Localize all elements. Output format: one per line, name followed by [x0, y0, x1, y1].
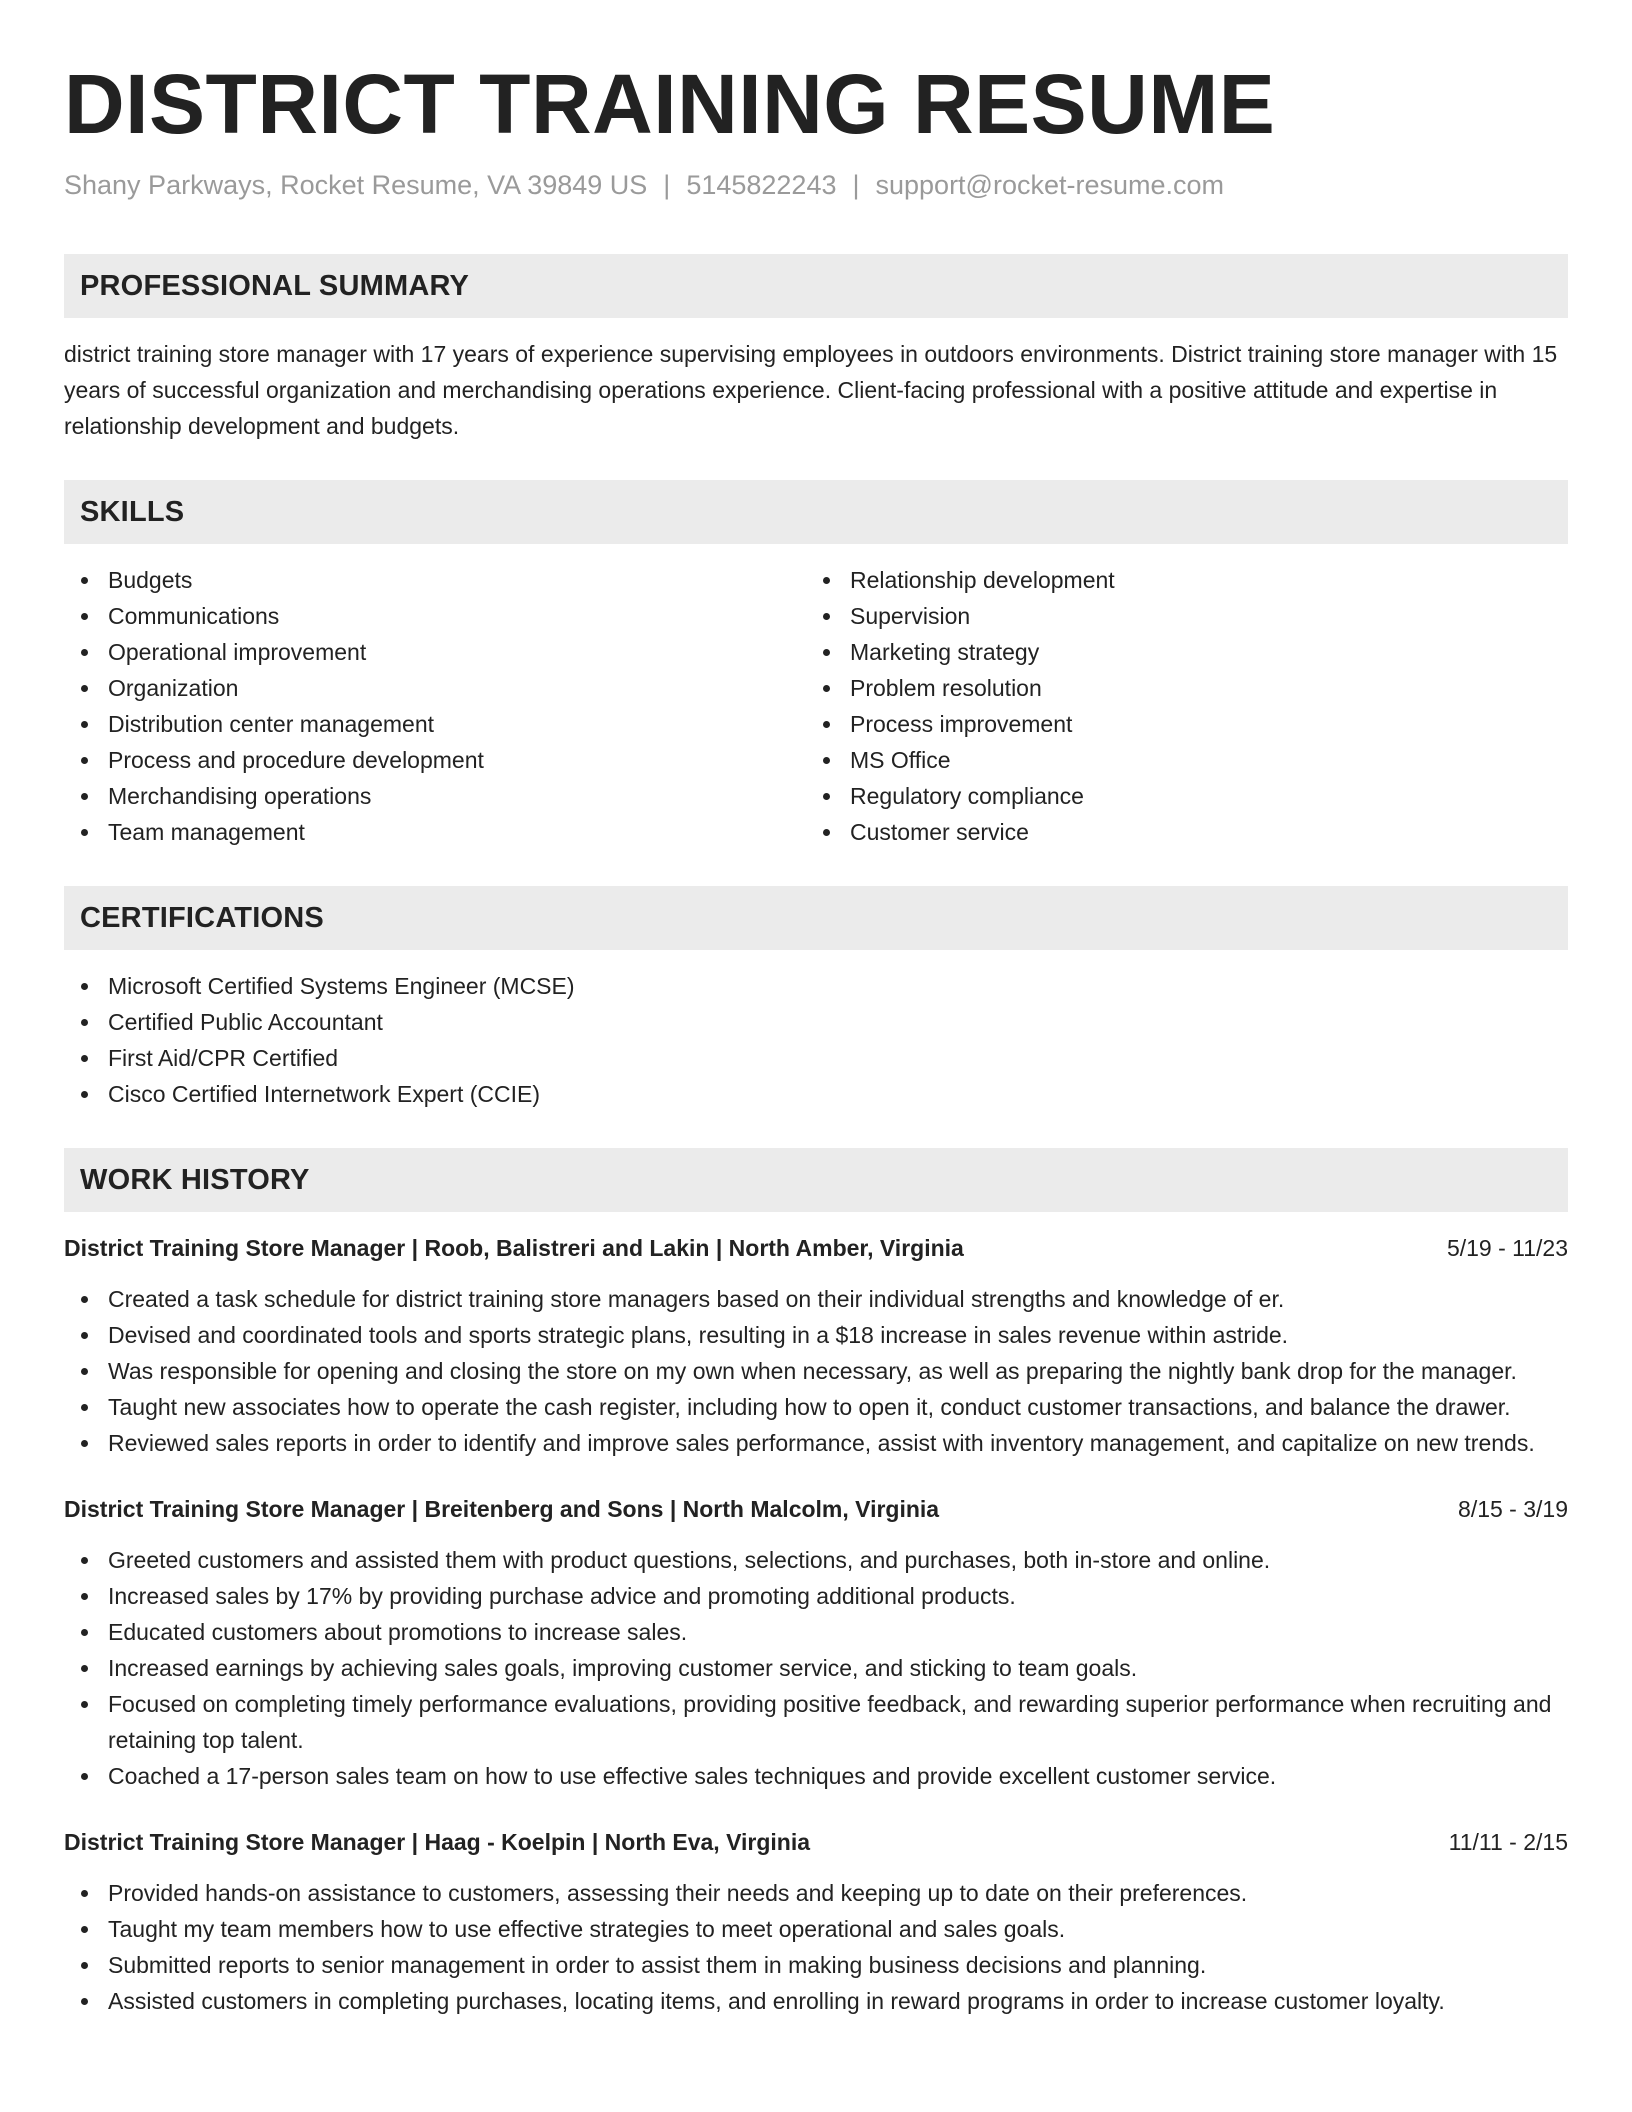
job-bullet: Increased earnings by achieving sales goals, improving customer service, and sticking to team goals. — [64, 1650, 1568, 1686]
contact-email: support@rocket-resume.com — [875, 170, 1225, 200]
job-bullet-list — [64, 1875, 1568, 2019]
contact-separator: | — [852, 170, 860, 200]
skill-item: Operational improvement — [64, 634, 806, 670]
job-bullet: Submitted reports to senior management in order to assist them in making business decisions and planning. — [64, 1947, 1568, 1983]
section-header-certifications: CERTIFICATIONS — [64, 886, 1568, 950]
skill-item: Customer service — [806, 814, 1548, 850]
job-title: District Training Store Manager | Roob, Balistreri and Lakin | North Amber, Virginia — [64, 1235, 964, 1261]
job-title: District Training Store Manager | Breitenberg and Sons | North Malcolm, Virginia — [64, 1496, 940, 1522]
job-entry — [64, 1491, 1568, 1794]
resume-page — [64, 56, 1568, 2019]
job-entry — [64, 1824, 1568, 2019]
job-header — [64, 1491, 1568, 1527]
job-bullet: Was responsible for opening and closing the store on my own when necessary, as well as preparing the nightly bank drop for the manager. — [64, 1353, 1568, 1389]
skill-item: Marketing strategy — [806, 634, 1548, 670]
certification-item: Microsoft Certified Systems Engineer (MCSE) — [64, 968, 1568, 1004]
job-bullet-list — [64, 1281, 1568, 1461]
skill-item: Problem resolution — [806, 670, 1548, 706]
skill-item: Supervision — [806, 598, 1548, 634]
resume-title: DISTRICT TRAINING RESUME — [64, 57, 1276, 151]
skill-item: Relationship development — [806, 562, 1548, 598]
skill-item: MS Office — [806, 742, 1548, 778]
skill-item: Budgets — [64, 562, 806, 598]
certifications-list — [64, 968, 1568, 1112]
skill-item: Process improvement — [806, 706, 1548, 742]
job-dates: 11/11 - 2/15 — [1448, 1829, 1568, 1855]
skill-item: Team management — [64, 814, 806, 850]
job-header — [64, 1230, 1568, 1266]
contact-line — [64, 168, 1568, 202]
contact-separator: | — [663, 170, 671, 200]
skills-list-right — [806, 562, 1548, 850]
job-bullet: Taught my team members how to use effective strategies to meet operational and sales goals. — [64, 1911, 1568, 1947]
skill-item: Distribution center management — [64, 706, 806, 742]
section-header-skills: SKILLS — [64, 480, 1568, 544]
section-header-work-history: WORK HISTORY — [64, 1148, 1568, 1212]
job-bullet: Reviewed sales reports in order to identify and improve sales performance, assist with inventory management, and capitalize on new trends. — [64, 1425, 1568, 1461]
contact-phone: 5145822243 — [686, 170, 837, 200]
job-bullet: Provided hands-on assistance to customers, assessing their needs and keeping up to date on their preferences. — [64, 1875, 1568, 1911]
contact-address: Shany Parkways, Rocket Resume, VA 39849 US — [64, 170, 648, 200]
job-bullet: Assisted customers in completing purchases, locating items, and enrolling in reward programs in order to increase customer loyalty. — [64, 1983, 1568, 2019]
job-header — [64, 1824, 1568, 1860]
skill-item: Process and procedure development — [64, 742, 806, 778]
job-bullet: Created a task schedule for district training store managers based on their individual strengths and knowledge of er. — [64, 1281, 1568, 1317]
skill-item: Organization — [64, 670, 806, 706]
job-bullet: Educated customers about promotions to increase sales. — [64, 1614, 1568, 1650]
job-bullet: Increased sales by 17% by providing purchase advice and promoting additional products. — [64, 1578, 1568, 1614]
job-bullet: Devised and coordinated tools and sports strategic plans, resulting in a $18 increase in sales revenue within astride. — [64, 1317, 1568, 1353]
certification-item: First Aid/CPR Certified — [64, 1040, 1568, 1076]
summary-text: district training store manager with 17 years of experience supervising employees in outdoors environments. District training store manager with 15 years of successful organization and merchandising operations experience. Client-facing professional with a positive attitude and expertise in relationship development and budgets. — [64, 341, 1558, 439]
skills-grid — [64, 562, 1568, 850]
job-bullet: Focused on completing timely performance evaluations, providing positive feedback, and rewarding superior performance when recruiting and retaining top talent. — [64, 1686, 1568, 1758]
job-bullet: Taught new associates how to operate the cash register, including how to open it, conduct customer transactions, and balance the drawer. — [64, 1389, 1568, 1425]
section-header-summary: PROFESSIONAL SUMMARY — [64, 254, 1568, 318]
skills-list-left — [64, 562, 806, 850]
job-bullet: Greeted customers and assisted them with product questions, selections, and purchases, both in-store and online. — [64, 1542, 1568, 1578]
certification-item: Cisco Certified Internetwork Expert (CCIE) — [64, 1076, 1568, 1112]
job-dates: 5/19 - 11/23 — [1446, 1235, 1568, 1261]
job-bullet-list — [64, 1542, 1568, 1794]
job-title: District Training Store Manager | Haag - Koelpin | North Eva, Virginia — [64, 1829, 811, 1855]
job-entry — [64, 1230, 1568, 1461]
work-history-list — [64, 1230, 1568, 2019]
skill-item: Merchandising operations — [64, 778, 806, 814]
skill-item: Regulatory compliance — [806, 778, 1548, 814]
job-dates: 8/15 - 3/19 — [1458, 1496, 1568, 1522]
job-bullet: Coached a 17-person sales team on how to use effective sales techniques and provide excellent customer service. — [64, 1758, 1568, 1794]
skill-item: Communications — [64, 598, 806, 634]
certification-item: Certified Public Accountant — [64, 1004, 1568, 1040]
